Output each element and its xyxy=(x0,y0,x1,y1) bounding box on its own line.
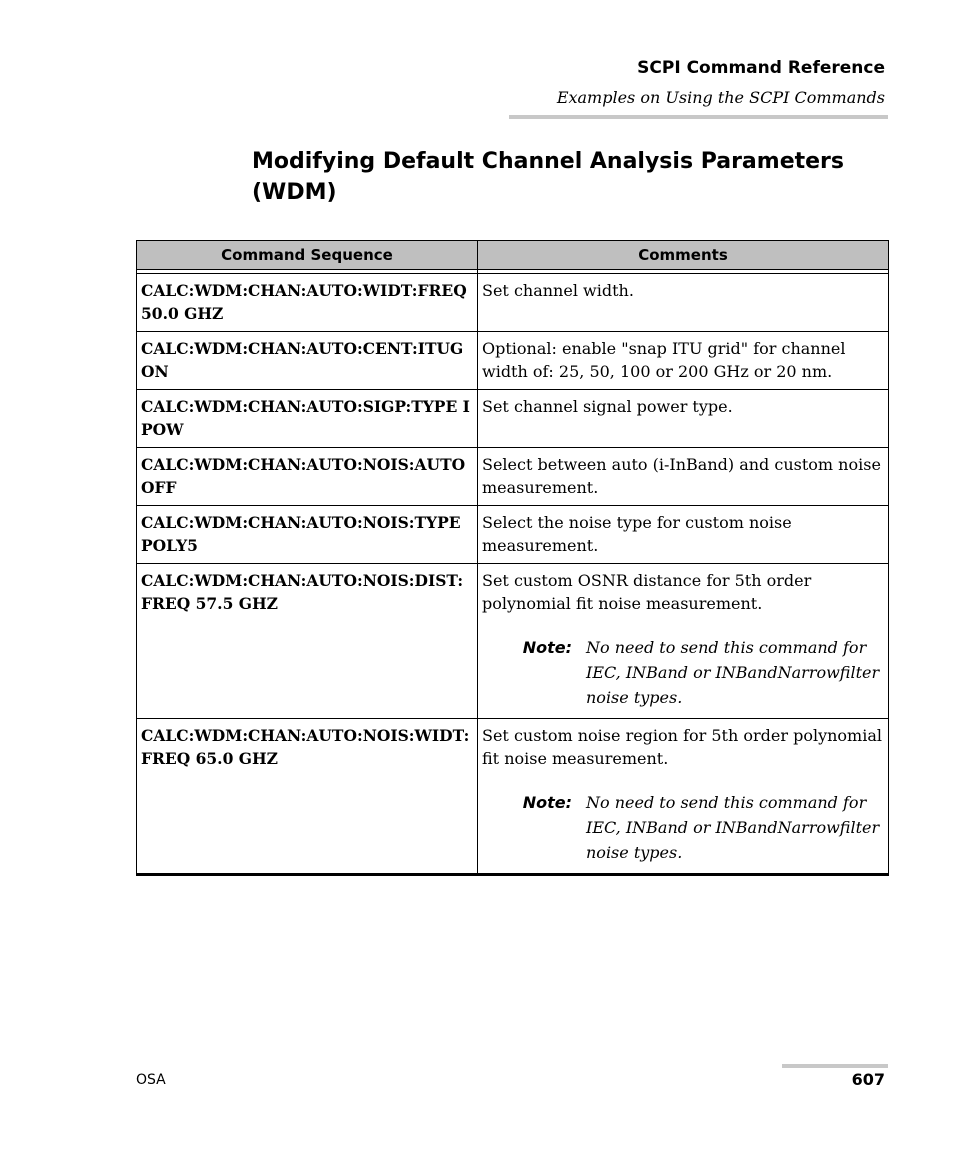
comment-text: Set custom OSNR distance for 5th order polynomial fit noise measurement. xyxy=(482,571,812,613)
page-title: Modifying Default Channel Analysis Parameters (WDM) xyxy=(252,149,845,205)
note xyxy=(482,790,884,865)
comment-cell xyxy=(478,332,889,390)
table-row xyxy=(137,448,889,506)
comment-cell xyxy=(478,564,889,719)
comment-cell xyxy=(478,506,889,564)
command-table xyxy=(136,240,889,876)
note-text: No need to send this command for IEC, INBand or INBandNarrowfilter noise types. xyxy=(586,638,880,707)
comment-cell xyxy=(478,390,889,448)
command-cell: CALC:WDM:CHAN:AUTO:NOIS:TYPE POLY5 xyxy=(137,506,478,564)
note-label: Note: xyxy=(522,793,572,812)
page-number: 607 xyxy=(851,1070,885,1089)
table-row xyxy=(137,274,889,332)
column-header-command: Command Sequence xyxy=(137,241,478,270)
table-row xyxy=(137,506,889,564)
comment-text: Select the noise type for custom noise measurement. xyxy=(482,513,792,555)
comment-cell xyxy=(478,719,889,875)
footer-rule xyxy=(782,1064,888,1068)
note-label: Note: xyxy=(522,638,572,657)
comment-text: Set custom noise region for 5th order polynomial fit noise measurement. xyxy=(482,726,882,768)
comment-cell xyxy=(478,274,889,332)
section-subtitle: Examples on Using the SCPI Commands xyxy=(556,88,885,107)
table-header-row xyxy=(137,241,889,270)
comment-text: Set channel width. xyxy=(482,281,634,300)
footer-product: OSA xyxy=(136,1072,166,1088)
command-cell: CALC:WDM:CHAN:AUTO:NOIS:AUTO OFF xyxy=(137,448,478,506)
table-row xyxy=(137,719,889,875)
comment-cell xyxy=(478,448,889,506)
column-header-comments: Comments xyxy=(478,241,889,270)
command-cell: CALC:WDM:CHAN:AUTO:WIDT:FREQ 50.0 GHZ xyxy=(137,274,478,332)
header-rule xyxy=(509,115,888,119)
comment-text: Select between auto (i-InBand) and custom noise measurement. xyxy=(482,455,881,497)
command-cell: CALC:WDM:CHAN:AUTO:SIGP:TYPE IPOW xyxy=(137,390,478,448)
command-cell: CALC:WDM:CHAN:AUTO:NOIS:DIST:FREQ 57.5 GHZ xyxy=(137,564,478,719)
command-cell: CALC:WDM:CHAN:AUTO:CENT:ITUG ON xyxy=(137,332,478,390)
comment-text: Set channel signal power type. xyxy=(482,397,733,416)
chapter-title: SCPI Command Reference xyxy=(637,58,885,78)
note xyxy=(482,635,884,710)
note-text: No need to send this command for IEC, INBand or INBandNarrowfilter noise types. xyxy=(586,793,880,862)
table-row xyxy=(137,564,889,719)
command-cell: CALC:WDM:CHAN:AUTO:NOIS:WIDT:FREQ 65.0 GHZ xyxy=(137,719,478,875)
comment-text: Optional: enable "snap ITU grid" for channel width of: 25, 50, 100 or 200 GHz or 20 nm. xyxy=(482,339,846,381)
table-row xyxy=(137,332,889,390)
table-row xyxy=(137,390,889,448)
